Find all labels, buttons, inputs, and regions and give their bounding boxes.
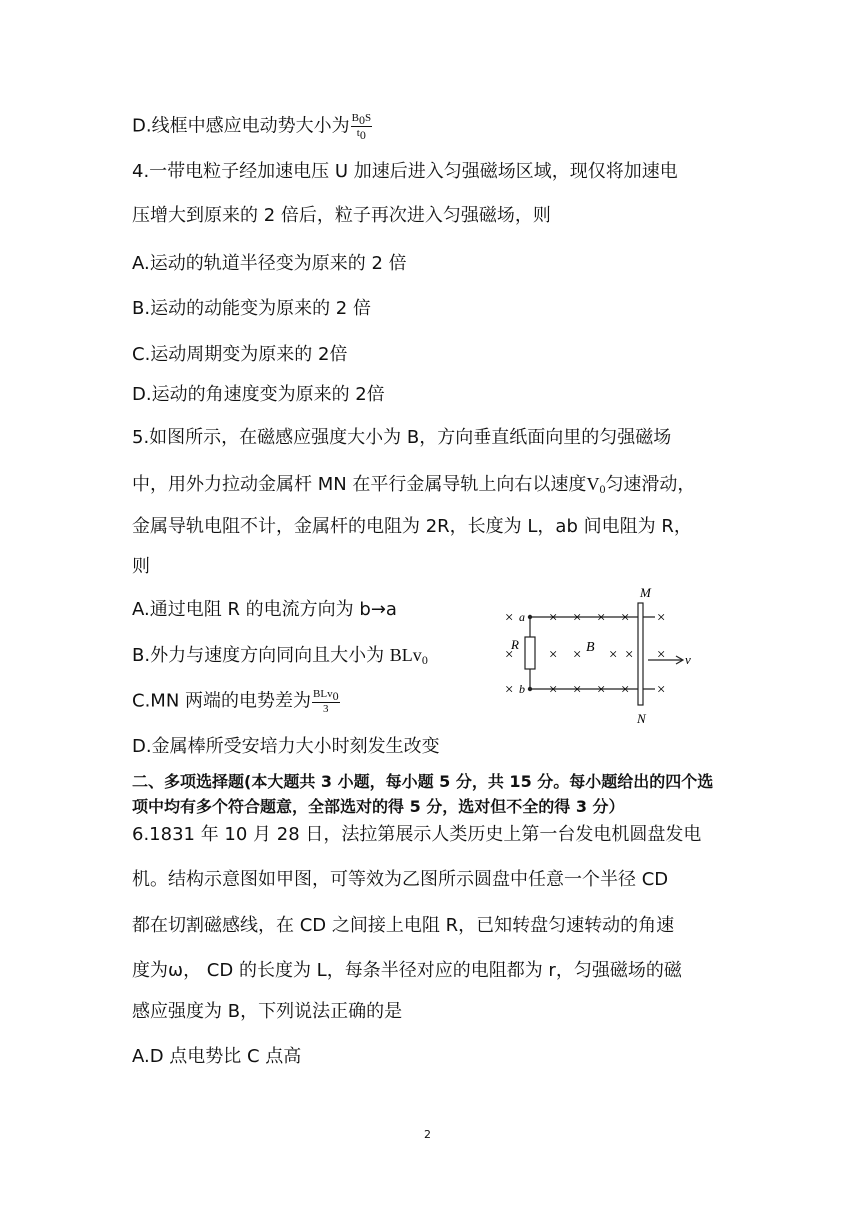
q4-stem-line2: 压增大到原来的 2 倍后，粒子再次进入匀强磁场，则 [132,205,551,226]
label-n: N [637,711,646,726]
field-cross: × [656,647,667,663]
field-cross: × [504,610,515,626]
q3-option-d-text: D.线框中感应电动势大小为 [132,115,350,137]
q5-stem-line4: 则 [132,556,150,577]
q4-option-b: B.运动的动能变为原来的 2 倍 [132,298,371,319]
q4-option-d: D.运动的角速度变为原来的 2倍 [132,384,385,405]
label-a: a [519,610,525,624]
section2-header-line2: 项中均有多个符合题意，全部选对的得 5 分，选对但不全的得 3 分） [132,797,625,816]
field-cross: × [656,610,667,626]
field-cross: × [596,682,607,698]
q3-option-d-fraction: $\frac{B0S}{t0}$ [351,112,372,142]
field-cross: × [504,647,515,663]
field-cross: × [572,610,583,626]
label-v: v [685,652,691,667]
field-cross: × [548,610,559,626]
resistor [525,637,535,669]
field-cross: × [572,682,583,698]
field-cross: × [620,610,631,626]
field-cross: × [624,647,635,663]
field-cross: × [572,647,583,663]
q4-stem-line1: 4.一带电粒子经加速电压 U 加速后进入匀强磁场区域，现仅将加速电 [132,161,678,182]
q4-option-c: C.运动周期变为原来的 2倍 [132,344,348,365]
field-cross: × [596,610,607,626]
field-cross: × [608,647,619,663]
field-cross: × [548,682,559,698]
q6-stem-line1: 6.1831 年 10 月 28 日，法拉第展示人类历史上第一台发电机圆盘发电 [132,824,702,845]
field-cross: × [620,682,631,698]
q3-option-d [132,112,372,141]
q6-stem-line2: 机。结构示意图如甲图，可等效为乙图所示圆盘中任意一个半径 CD [132,869,669,890]
page-number: 2 [424,1128,431,1141]
q5-stem-line2: 中，用外力拉动金属杆 MN 在平行金属导轨上向右以速度$V_0$匀速滑动， [132,474,696,496]
section2-header-line1: 二、多项选择题(本大题共 3 小题，每小题 5 分，共 15 分。每小题给出的四个选 [132,772,714,791]
q5-stem-line1: 5.如图所示，在磁感应强度大小为 B，方向垂直纸面向里的匀强磁场 [132,427,672,448]
rod-mn [638,603,643,705]
field-cross: × [548,647,559,663]
q4-option-a: A.运动的轨道半径变为原来的 2 倍 [132,253,407,274]
q5-stem-line3: 金属导轨电阻不计，金属杆的电阻为 2R，长度为 L，ab 间电阻为 R， [132,516,692,537]
q5-option-b: B.外力与速度方向同向且大小为 BLv$_0$ [132,645,428,667]
q6-option-a: A.D 点电势比 C 点高 [132,1046,302,1067]
q6-stem-line5: 感应强度为 B，下列说法正确的是 [132,1001,403,1022]
q5-option-c-fraction: $\frac{\text{BLv0}}{3}$ [313,688,339,715]
q5-option-c: C.MN 两端的电势差为 $\frac{\text{BLv0}}{3}$ [132,688,339,715]
label-r: R [511,637,519,652]
q6-stem-line4: 度为ω， CD 的长度为 L，每条半径对应的电阻都为 r，匀强磁场的磁 [132,960,682,981]
node-a [528,615,532,619]
q5-circuit-figure [500,585,710,730]
q5-option-d: D.金属棒所受安培力大小时刻发生改变 [132,736,440,757]
q6-stem-line3: 都在切割磁感线，在 CD 之间接上电阻 R，已知转盘匀速转动的角速 [132,915,675,936]
label-field-b: B [586,640,595,655]
label-b: b [519,682,525,696]
field-cross: × [656,682,667,698]
node-b [528,687,532,691]
label-m: M [640,585,651,600]
q5-option-a: A.通过电阻 R 的电流方向为 b→a [132,599,397,620]
field-cross: × [504,682,515,698]
